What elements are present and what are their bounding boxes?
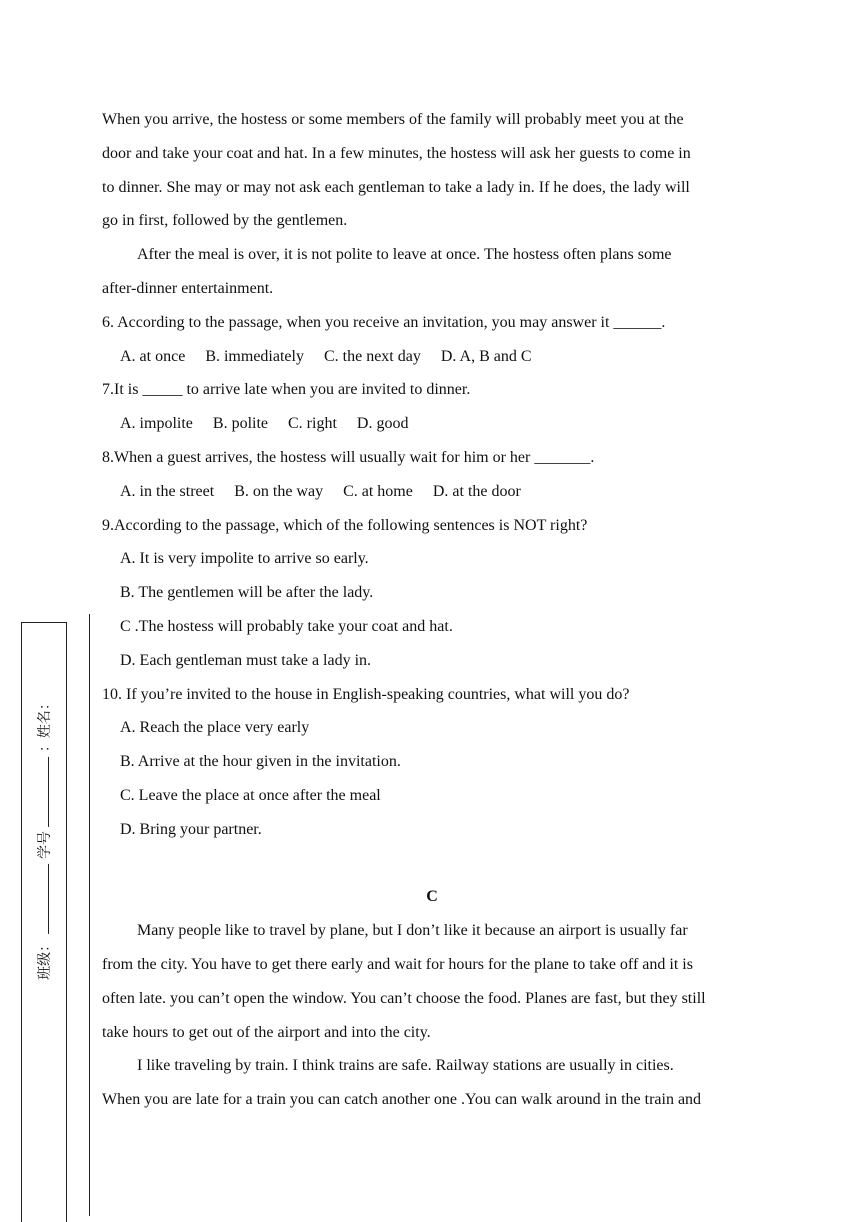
option-b[interactable]: B. on the way — [234, 482, 324, 500]
passage-line: I like traveling by train. I think trains are safe. Railway stations are usually in cities. — [137, 1057, 674, 1075]
passage-line: Many people like to travel by plane, but I don’t like it because an airport is usually far — [137, 922, 688, 940]
question-stem: 10. If you’re invited to the house in English-speaking countries, what will you do? — [102, 685, 630, 703]
option-c[interactable]: C. at home — [343, 482, 413, 500]
class-label: 班级： — [37, 937, 53, 980]
passage-line: take hours to get out of the airport and into the city. — [102, 1023, 431, 1041]
passage-line: often late. you can’t open the window. You can’t choose the food. Planes are fast, but they still — [102, 989, 706, 1007]
option-a[interactable]: A. at once — [120, 347, 186, 365]
question-options — [102, 475, 762, 509]
option-a[interactable]: A. impolite — [120, 415, 193, 433]
option-a[interactable]: A. in the street — [120, 482, 215, 500]
name-label: ：姓名： — [37, 696, 53, 753]
passage-line: to dinner. She may or may not ask each gentleman to take a lady in. If he does, the lady will — [102, 178, 690, 196]
option-d[interactable]: D. Bring your partner. — [120, 820, 262, 838]
passage-line: after-dinner entertainment. — [102, 279, 274, 297]
student-id-label: 学号 — [37, 831, 53, 859]
question-stem: 8.When a guest arrives, the hostess will usually wait for him or her _______. — [102, 448, 595, 466]
option-d[interactable]: D. good — [356, 415, 409, 433]
option-c[interactable]: C. right — [288, 415, 337, 433]
question-6 — [102, 306, 762, 374]
question-options — [102, 340, 762, 374]
passage-line: After the meal is over, it is not polite to leave at once. The hostess often plans some — [137, 246, 672, 264]
question-stem: 9.According to the passage, which of the following sentences is NOT right? — [102, 516, 588, 534]
question-9 — [102, 509, 762, 678]
student-id-field[interactable] — [36, 757, 49, 827]
question-7 — [102, 373, 762, 441]
main-content — [102, 103, 762, 1117]
binding-rule — [89, 614, 90, 1216]
option-d[interactable]: D. Each gentleman must take a lady in. — [120, 651, 372, 669]
question-stem: 7.It is _____ to arrive late when you are invited to dinner. — [102, 381, 471, 399]
passage-line: When you arrive, the hostess or some members of the family will probably meet you at the — [102, 111, 684, 128]
question-options — [102, 407, 762, 441]
passage-b-paragraph-1 — [102, 103, 762, 238]
option-d[interactable]: D. A, B and C — [440, 347, 532, 365]
class-field[interactable] — [36, 863, 49, 933]
passage-line: When you are late for a train you can catch another one .You can walk around in the train and — [102, 1091, 702, 1109]
option-c[interactable]: C .The hostess will probably take your coat and hat. — [120, 617, 453, 635]
option-d[interactable]: D. at the door — [432, 482, 521, 500]
option-b[interactable]: B. The gentlemen will be after the lady. — [120, 584, 374, 602]
option-c[interactable]: C. Leave the place at once after the meal — [120, 786, 381, 804]
option-b[interactable]: B. immediately — [205, 347, 304, 365]
section-c-heading: C — [426, 888, 438, 906]
question-8 — [102, 441, 762, 509]
question-10 — [102, 678, 762, 847]
passage-line: go in first, followed by the gentlemen. — [102, 212, 348, 230]
option-b[interactable]: B. Arrive at the hour given in the invitation. — [120, 753, 401, 771]
section-c-paragraph-1 — [102, 914, 762, 1049]
student-info-sidebar — [34, 696, 54, 980]
passage-line: from the city. You have to get there early and wait for hours for the plane to take off and it is — [102, 955, 693, 973]
passage-b-paragraph-2 — [102, 238, 762, 306]
option-b[interactable]: B. polite — [212, 415, 268, 433]
option-a[interactable]: A. It is very impolite to arrive so early. — [120, 550, 369, 568]
section-c-paragraph-2 — [102, 1049, 762, 1117]
option-c[interactable]: C. the next day — [323, 347, 421, 365]
option-a[interactable]: A. Reach the place very early — [120, 719, 310, 737]
passage-line: door and take your coat and hat. In a few minutes, the hostess will ask her guests to come in — [102, 144, 691, 162]
spacer — [102, 847, 762, 881]
question-stem: 6. According to the passage, when you receive an invitation, you may answer it ______. — [102, 313, 666, 331]
